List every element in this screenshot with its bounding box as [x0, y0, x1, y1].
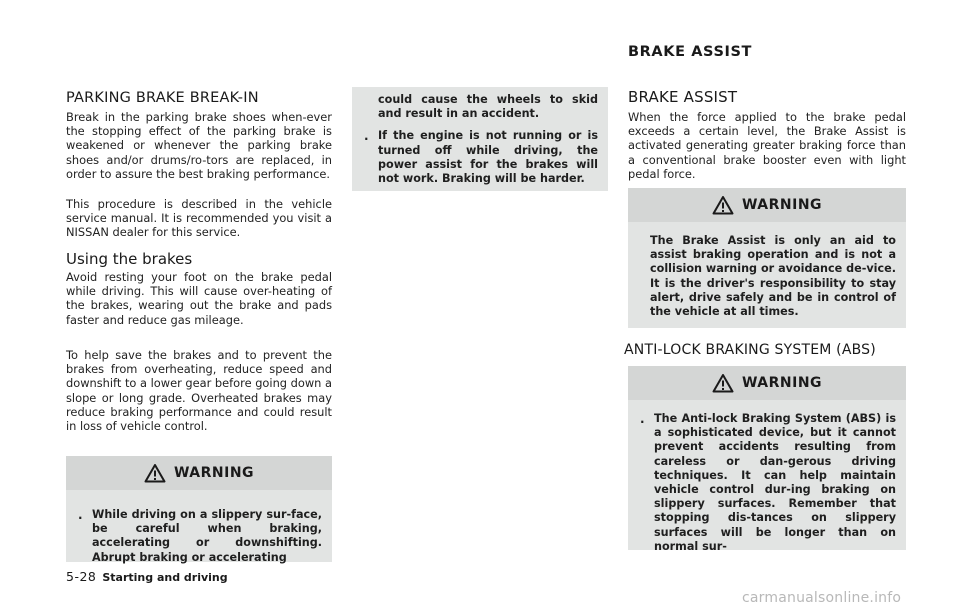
- warning-bullet: [72, 508, 322, 565]
- using-brakes-heading: Using the brakes: [66, 250, 193, 268]
- page-footer: [66, 569, 228, 584]
- warning-bullet-text: If the engine is not running or is turned off while driving, the power assist for the brakes will not work. Braking will be harder.: [378, 129, 598, 186]
- warning-box-abs: [628, 366, 906, 553]
- warning-title: WARNING: [741, 197, 823, 213]
- brake-assist-paragraph: When the force applied to the brake pedal exceeds a certain level, the Brake Assist is activated generating greater braking force than a conventional brake booster even with light pedal force.: [628, 110, 906, 181]
- abs-heading: ANTI-LOCK BRAKING SYSTEM (ABS): [624, 342, 876, 358]
- section-header: BRAKE ASSIST: [628, 44, 753, 60]
- warning-continued-text: could cause the wheels to skid and result in an accident.: [378, 93, 598, 121]
- warning-body: [628, 400, 906, 553]
- warning-bullet-text: While driving on a slippery sur-face, be careful when braking, accelerating or downshifting. Abrupt braking or accelerating: [92, 508, 322, 564]
- warning-triangle-icon: [712, 195, 734, 215]
- warning-box-brake-assist: [628, 188, 906, 328]
- warning-box-continued: [352, 87, 608, 191]
- service-paragraph: This procedure is described in the vehicle service manual. It is recommended you visit a NISSAN dealer for this service.: [66, 197, 332, 240]
- warning-continued: [358, 93, 598, 121]
- footer-section-name: Starting and driving: [102, 571, 228, 584]
- warning-title: WARNING: [741, 375, 823, 391]
- bullet-dot: .: [78, 508, 83, 522]
- warning-header: [628, 366, 906, 400]
- bullet-dot: .: [640, 412, 645, 426]
- warning-triangle-icon: [712, 373, 734, 393]
- warning-header: [628, 188, 906, 222]
- save-brakes-paragraph: To help save the brakes and to prevent the brakes from overheating, reduce speed and downshift to a lower gear before going down a slope or long grade. Overheated brakes may reduce braking performance and could result in loss of vehicle control.: [66, 348, 332, 434]
- watermark: carmanualsonline.info: [742, 590, 902, 606]
- warning-bullet: [634, 412, 896, 554]
- warning-bullet-text: The Anti-lock Braking System (ABS) is a sophisticated device, but it cannot prevent accidents resulting from careless or dan-gerous driving techniques. It can help maintain vehicle control dur-ing braking on slippery surfaces. Remember that stopping dis-tances on slippery surfaces will be longer than on normal sur-: [654, 412, 896, 553]
- warning-bullet: [358, 129, 598, 186]
- warning-header: [66, 456, 332, 490]
- parking-brake-heading: PARKING BRAKE BREAK-IN: [66, 90, 259, 106]
- warning-triangle-icon: [144, 463, 166, 483]
- warning-title: WARNING: [173, 465, 255, 481]
- brake-assist-heading: BRAKE ASSIST: [628, 88, 738, 106]
- avoid-resting-paragraph: Avoid resting your foot on the brake pedal while driving. This will cause over-heating of the brakes, wearing out the brake and pads faster and reduce gas mileage.: [66, 270, 332, 327]
- warning-box-left: [66, 456, 332, 562]
- page-number: 5-28: [66, 569, 97, 584]
- warning-text: The Brake Assist is only an aid to assist braking operation and is not a collision warning or avoidance de-vice. It is the driver's responsibility to stay alert, drive safely and be in control of the vehicle at all times.: [650, 234, 896, 319]
- warning-body: [66, 490, 332, 562]
- warning-body: [628, 222, 906, 328]
- bullet-dot: .: [364, 129, 369, 144]
- parking-brake-paragraph: Break in the parking brake shoes when-ever the stopping effect of the parking brake is weakened or whenever the parking brake shoes and/or drums/ro-tors are replaced, in order to assure the best braking performance.: [66, 110, 332, 181]
